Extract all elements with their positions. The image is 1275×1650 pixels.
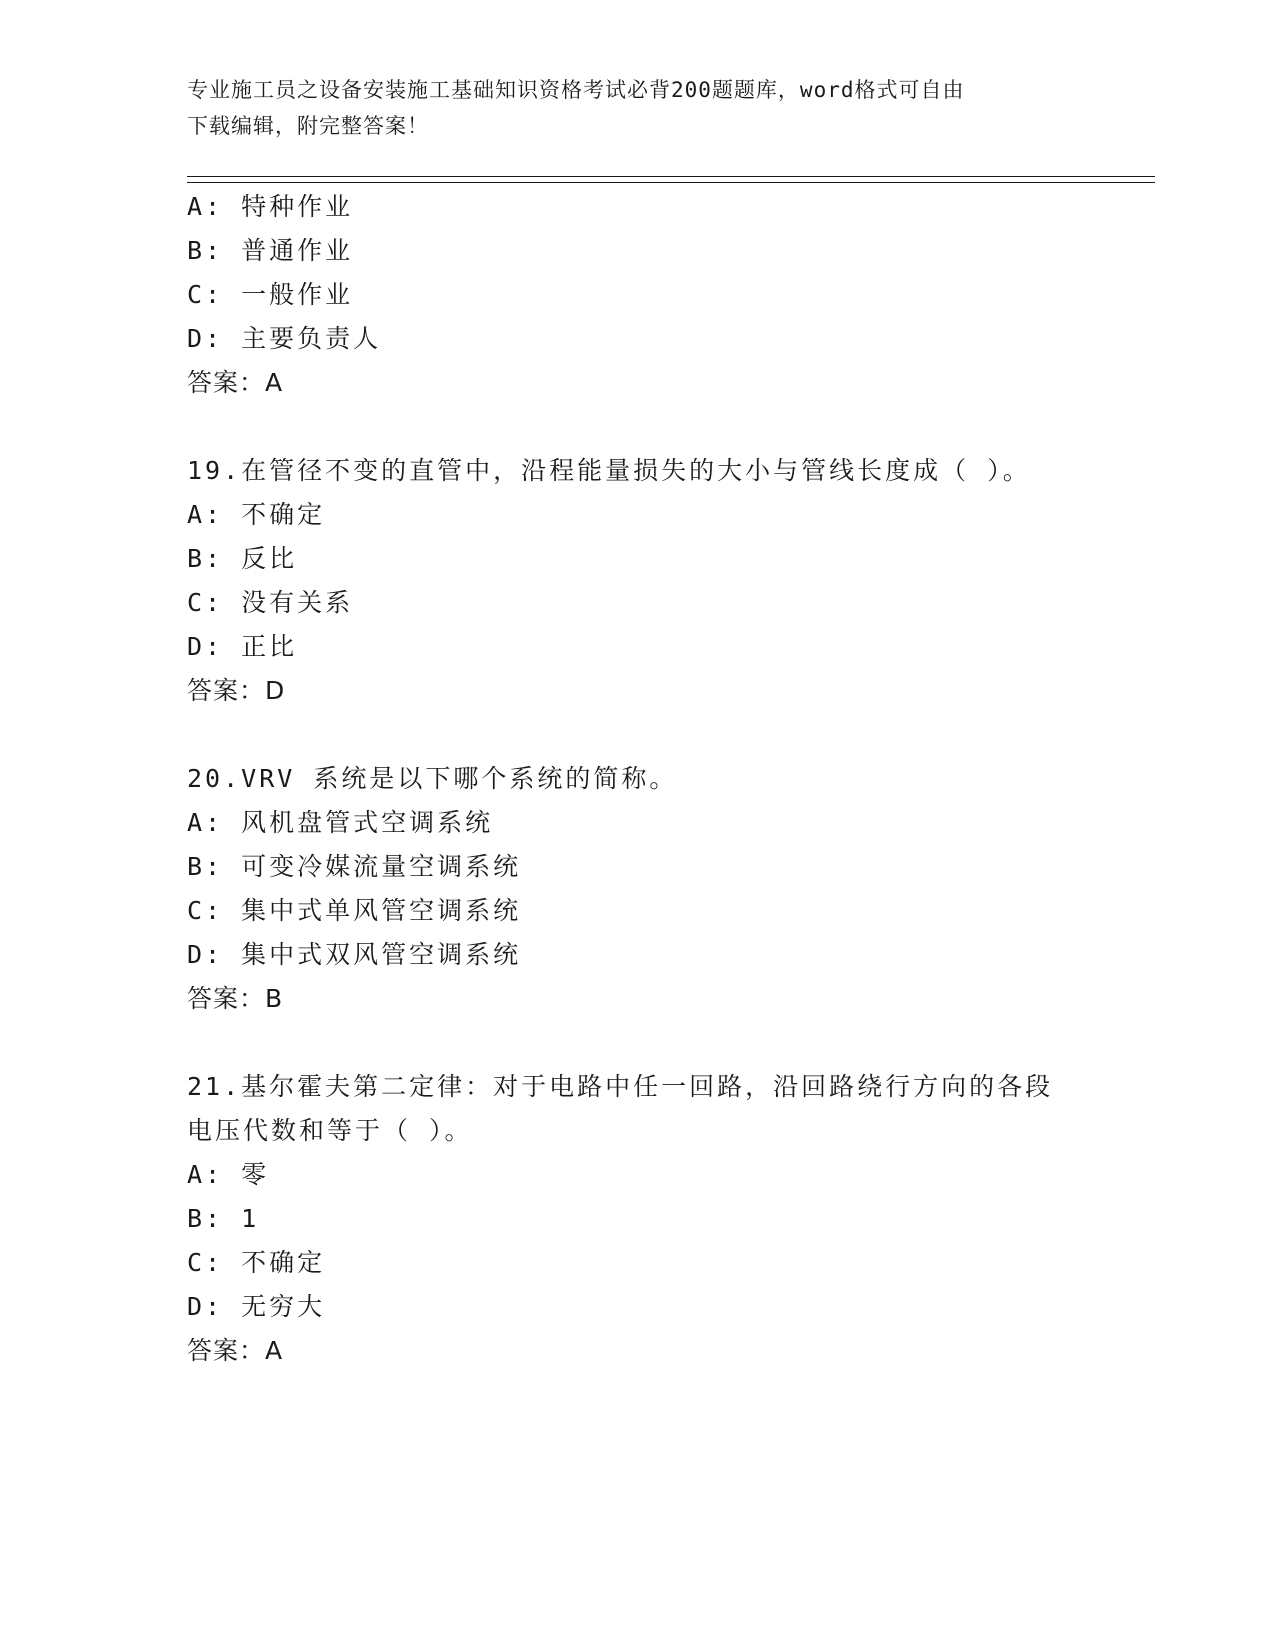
q20-question: 20.VRV 系统是以下哪个系统的简称。	[187, 764, 678, 793]
header-line-1: 专业施工员之设备安装施工基础知识资格考试必背200题题库，word格式可自由	[187, 78, 965, 102]
q21-option-c: C: 不确定	[187, 1248, 326, 1277]
q19-option-a: A: 不确定	[187, 500, 326, 529]
q21-option-b: B: 1	[187, 1204, 260, 1233]
q21-question-line-2: 电压代数和等于（ ）。	[187, 1116, 473, 1145]
q19-option-d: D: 正比	[187, 632, 298, 661]
q20-option-b: B: 可变冷媒流量空调系统	[187, 852, 522, 881]
header-divider-top	[187, 176, 1155, 177]
q21-option-a: A: 零	[187, 1160, 270, 1189]
header-line-2: 下载编辑，附完整答案！	[187, 114, 429, 138]
q19-option-c: C: 没有关系	[187, 588, 354, 617]
q21-question-line-1: 21.基尔霍夫第二定律：对于电路中任一回路，沿回路绕行方向的各段	[187, 1072, 1054, 1101]
q20-answer: 答案：B	[187, 984, 284, 1013]
q21-answer: 答案：A	[187, 1336, 284, 1365]
q18-answer: 答案：A	[187, 368, 284, 397]
q19-answer: 答案：D	[187, 676, 286, 705]
q20-option-d: D: 集中式双风管空调系统	[187, 940, 522, 969]
q18-option-b: B: 普通作业	[187, 236, 354, 265]
q18-option-c: C: 一般作业	[187, 280, 354, 309]
q19-option-b: B: 反比	[187, 544, 298, 573]
q20-option-c: C: 集中式单风管空调系统	[187, 896, 522, 925]
document-header	[187, 72, 1087, 144]
header-divider-bottom	[187, 182, 1155, 183]
q19-question: 19.在管径不变的直管中，沿程能量损失的大小与管线长度成（ ）。	[187, 456, 1031, 485]
q18-option-d: D: 主要负责人	[187, 324, 382, 353]
q20-option-a: A: 风机盘管式空调系统	[187, 808, 494, 837]
q18-option-a: A: 特种作业	[187, 192, 354, 221]
q21-option-d: D: 无穷大	[187, 1292, 326, 1321]
